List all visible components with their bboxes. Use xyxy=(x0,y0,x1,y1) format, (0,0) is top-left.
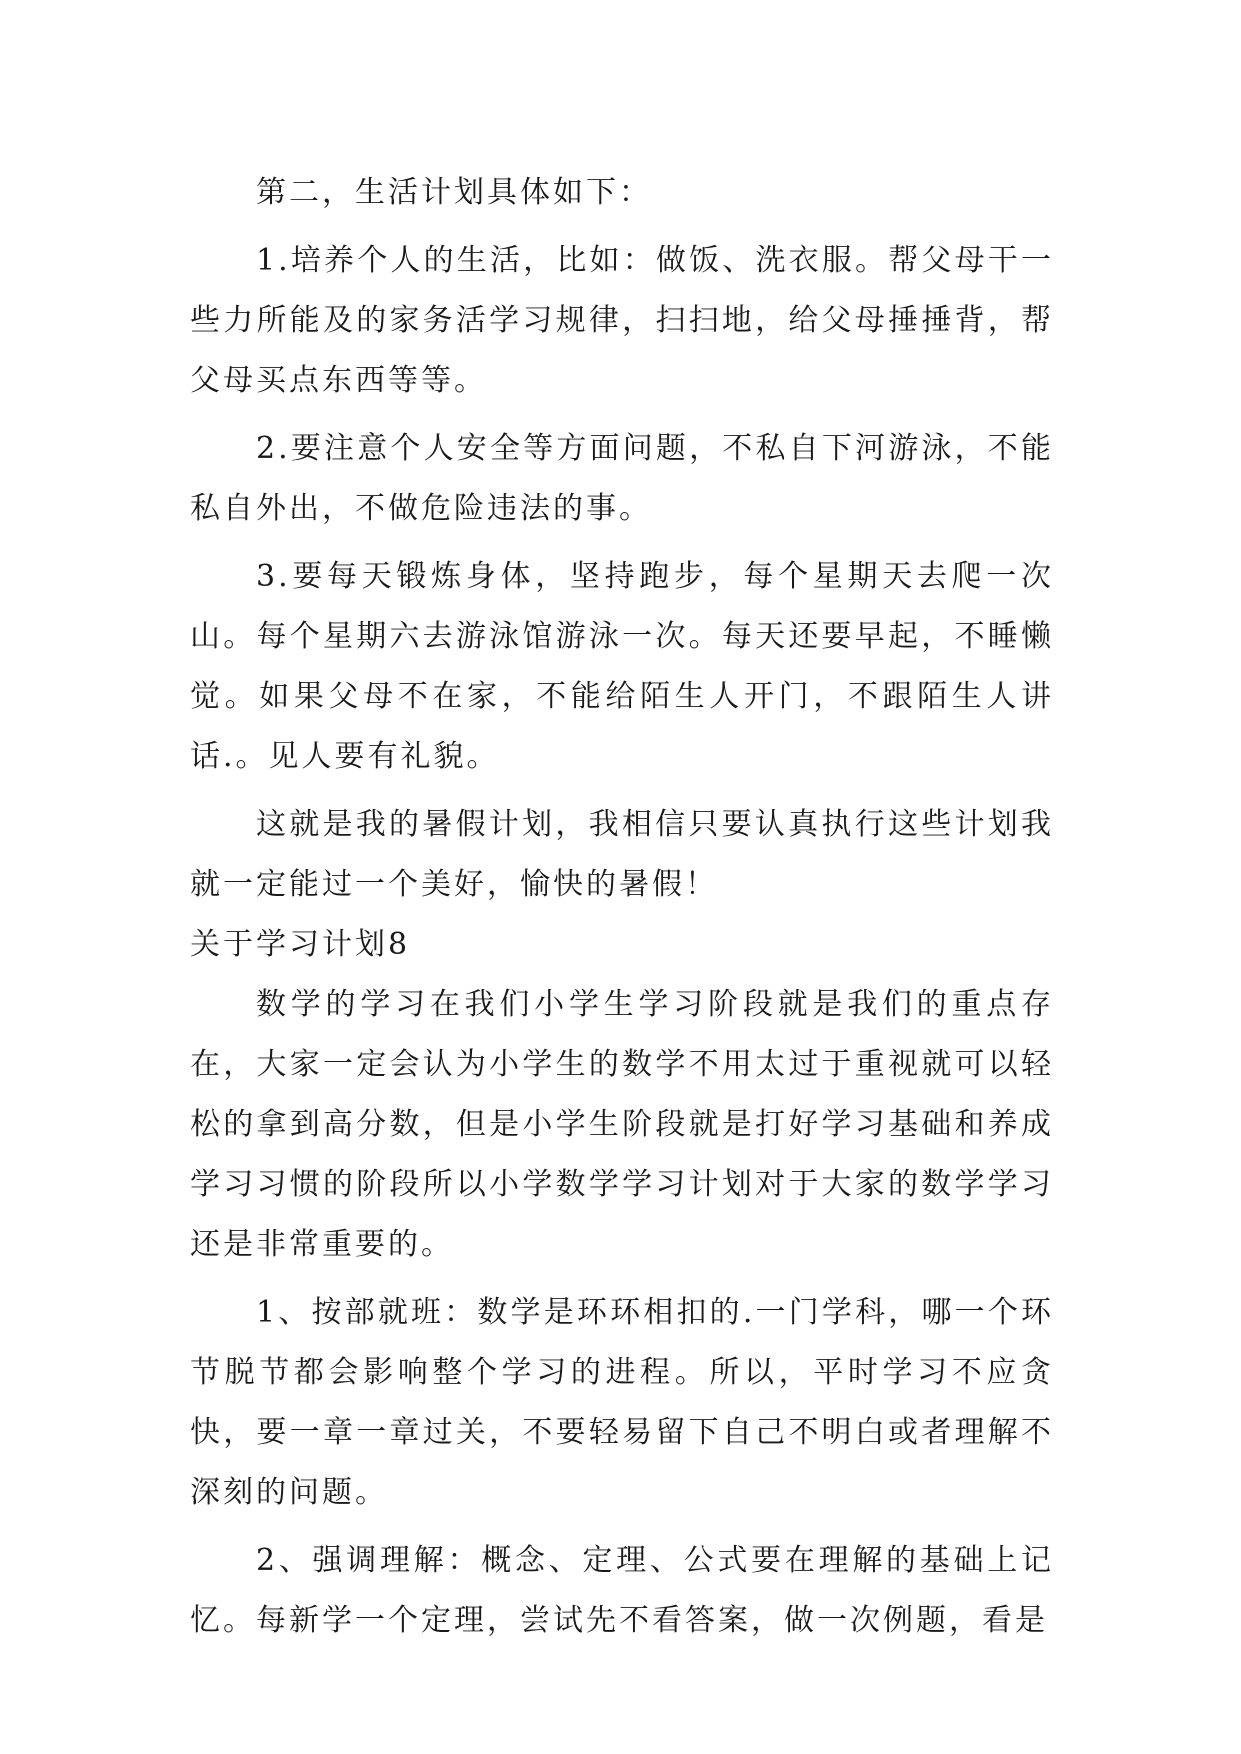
document-body xyxy=(190,163,1054,1659)
paragraph-life-plan-item-3: 3.要每天锻炼身体，坚持跑步，每个星期天去爬一次山。每个星期六去游泳馆游泳一次。每天还要早起，不睡懒觉。如果父母不在家，不能给陌生人开门，不跟陌生人讲话.。见人要有礼貌。 xyxy=(190,559,1054,774)
paragraph-life-plan-intro: 第二，生活计划具体如下： xyxy=(256,175,652,210)
paragraph-summer-conclusion: 这就是我的暑假计划，我相信只要认真执行这些计划我就一定能过一个美好，愉快的暑假！ xyxy=(190,807,1054,902)
section-heading: 关于学习计划8 xyxy=(190,927,411,962)
paragraph-life-plan-item-2: 2.要注意个人安全等方面问题，不私自下河游泳，不能私自外出，不做危险违法的事。 xyxy=(190,431,1054,526)
paragraph-math-item-2: 2、强调理解：概念、定理、公式要在理解的基础上记忆。每新学一个定理，尝试先不看答案，做一次例题，看是 xyxy=(190,1543,1054,1638)
paragraph-math-item-1: 1、按部就班：数学是环环相扣的.一门学科，哪一个环节脱节都会影响整个学习的进程。所以，平时学习不应贪快，要一章一章过关，不要轻易留下自己不明白或者理解不深刻的问题。 xyxy=(190,1295,1054,1510)
paragraph-life-plan-item-1: 1.培养个人的生活，比如：做饭、洗衣服。帮父母干一些力所能及的家务活学习规律，扫扫地，给父母捶捶背，帮父母买点东西等等。 xyxy=(190,243,1054,398)
paragraph-math-intro: 数学的学习在我们小学生学习阶段就是我们的重点存在，大家一定会认为小学生的数学不用太过于重视就可以轻松的拿到高分数，但是小学生阶段就是打好学习基础和养成学习习惯的阶段所以小学数学学习计划对于大家的数学学习还是非常重要的。 xyxy=(190,987,1054,1262)
